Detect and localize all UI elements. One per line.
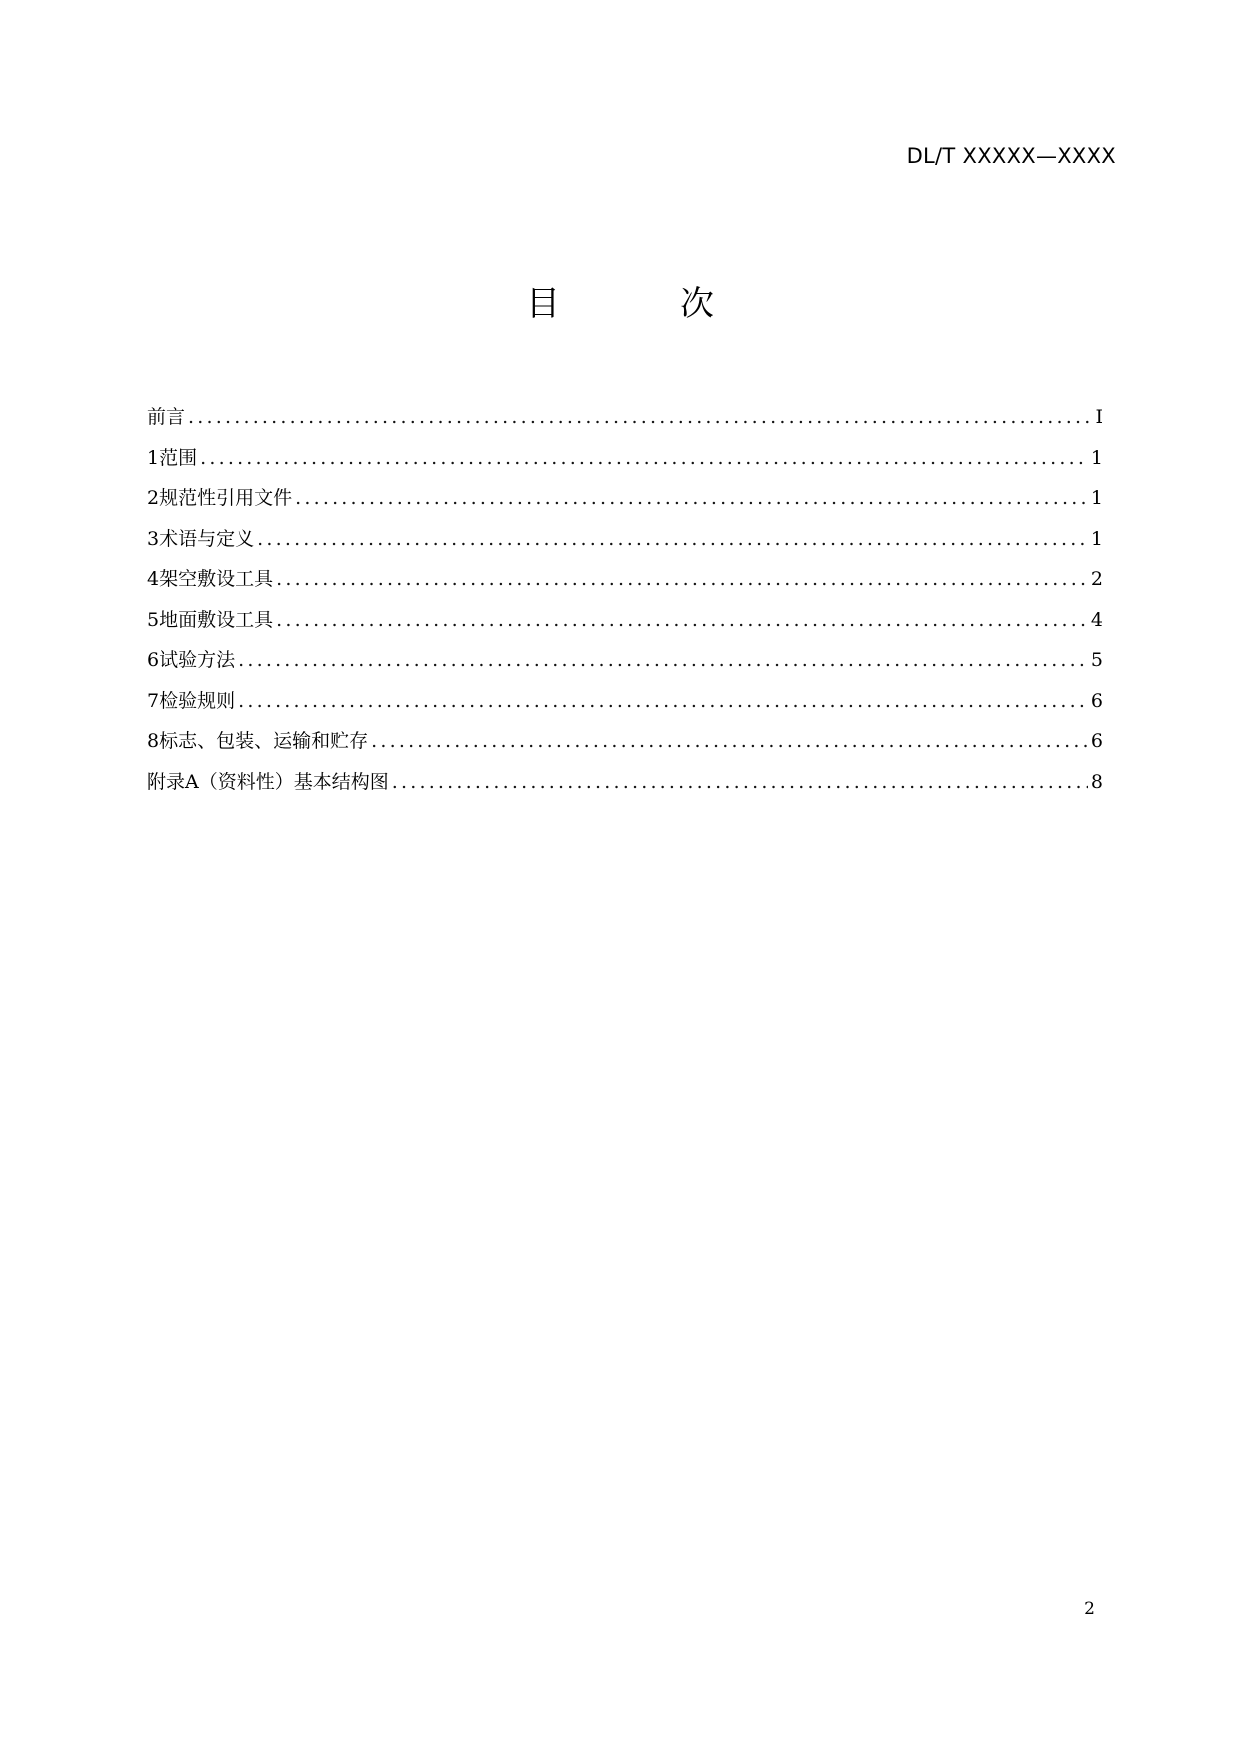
toc-entry-2[interactable] — [147, 478, 1103, 519]
toc-title-char-2: 次 — [680, 284, 714, 324]
toc-entry-title: 术语与定义 — [159, 527, 255, 550]
leader-dots — [276, 600, 1088, 641]
toc-entry-number: 6 — [147, 649, 160, 671]
toc-entry-number: 1 — [147, 446, 160, 469]
leader-dots — [392, 762, 1088, 803]
leader-dots — [276, 559, 1088, 600]
toc-entry-number: 7 — [147, 689, 160, 712]
toc-entry-title: 前言 — [147, 406, 186, 428]
toc-entry-title: 架空敷设工具 — [159, 568, 274, 590]
leader-dots — [200, 438, 1088, 479]
toc-entry-page: 1 — [1090, 527, 1103, 550]
leader-dots — [257, 519, 1088, 560]
toc-entry-title: 规范性引用文件 — [159, 487, 293, 509]
toc-entry-1[interactable] — [147, 438, 1103, 479]
toc-entry-page: 1 — [1090, 487, 1103, 509]
toc-entry-3[interactable] — [147, 519, 1103, 560]
toc-entry-number: 2 — [147, 487, 160, 509]
toc-entry-appendix-a[interactable] — [147, 762, 1103, 803]
toc-entry-8[interactable] — [147, 721, 1103, 762]
toc-entry-number: 4 — [147, 568, 160, 590]
toc-entry-title: 附录A（资料性）基本结构图 — [147, 770, 389, 793]
toc-entry-page: 4 — [1090, 608, 1103, 631]
toc-entry-page: 2 — [1090, 568, 1103, 590]
toc-entry-4[interactable] — [147, 559, 1103, 600]
toc-title-char-1: 目 — [526, 284, 560, 324]
toc-entry-page: 6 — [1090, 689, 1103, 712]
toc-entry-title: 检验规则 — [159, 689, 236, 712]
toc-list — [147, 397, 1103, 802]
leader-dots — [188, 397, 1090, 438]
toc-title — [0, 284, 1240, 324]
leader-dots — [295, 478, 1088, 519]
toc-entry-6[interactable] — [147, 640, 1103, 681]
leader-dots — [238, 640, 1088, 681]
toc-entry-number: 5 — [147, 608, 160, 631]
toc-entry-title: 标志、包装、运输和贮存 — [159, 730, 369, 752]
toc-entry-number: 3 — [147, 527, 160, 550]
leader-dots — [371, 721, 1088, 762]
standard-code: DL/T XXXXX—XXXX — [906, 144, 1116, 168]
toc-entry-page: I — [1095, 406, 1103, 428]
toc-entry-page: 6 — [1090, 730, 1103, 752]
toc-entry-page: 8 — [1090, 770, 1103, 793]
leader-dots — [238, 681, 1088, 722]
toc-entry-number: 8 — [147, 730, 160, 752]
toc-entry-title: 试验方法 — [159, 649, 236, 671]
toc-entry-7[interactable] — [147, 681, 1103, 722]
toc-entry-title: 地面敷设工具 — [159, 608, 274, 631]
toc-entry-title: 范围 — [159, 446, 198, 469]
toc-entry-page: 5 — [1090, 649, 1103, 671]
toc-entry-5[interactable] — [147, 600, 1103, 641]
page-number: 2 — [1084, 1599, 1095, 1619]
toc-entry-page: 1 — [1090, 446, 1103, 469]
toc-entry-preface[interactable] — [147, 397, 1103, 438]
